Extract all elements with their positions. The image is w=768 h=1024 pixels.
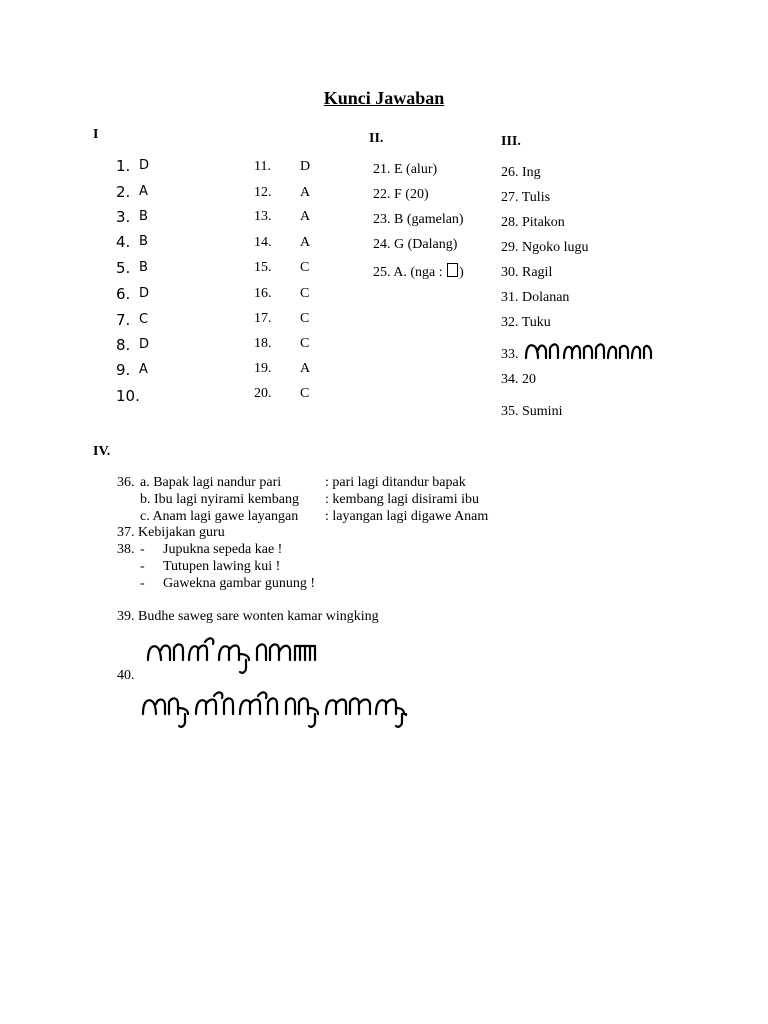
answer-number: 19. [254, 361, 272, 376]
section-3-item: 35. Sumini [501, 404, 563, 419]
answer-number: 8. [116, 336, 131, 354]
q36-row-a-left: a. Bapak lagi nandur pari [140, 475, 282, 490]
section-4-heading: IV. [93, 444, 111, 459]
answer-number: 3. [116, 208, 131, 226]
section-3-item: 27. Tulis [501, 190, 551, 205]
q39-text: 39. Budhe saweg sare wonten kamar wingking [117, 609, 379, 624]
q38-bullet: - [140, 576, 145, 591]
answer-letter: A [139, 362, 148, 377]
answer-number: 18. [254, 336, 272, 351]
answer-number: 7. [116, 311, 131, 329]
answer-number: 1. [116, 157, 131, 175]
q36-row-c-left: c. Anam lagi gawe layangan [140, 509, 299, 524]
page-title: Kunci Jawaban [323, 88, 445, 108]
answer-letter: C [300, 311, 310, 326]
q38-number: 38. [117, 542, 135, 557]
answer-number: 9. [116, 361, 131, 379]
answer-letter: C [300, 386, 310, 401]
answer-number: 17. [254, 311, 272, 326]
section-2-heading: II. [369, 131, 384, 146]
section-3-item: 31. Dolanan [501, 290, 570, 305]
answer-number: 4. [116, 233, 131, 251]
answer-number: 14. [254, 235, 272, 250]
q40-number: 40. [117, 668, 135, 683]
section-2-item: 22. F (20) [373, 187, 429, 202]
answer-letter: C [300, 286, 310, 301]
answer-letter: B [139, 209, 148, 224]
answer-letter: D [139, 337, 150, 352]
answer-letter: B [139, 234, 148, 249]
answer-number: 2. [116, 183, 131, 201]
answer-number: 10. [116, 387, 140, 405]
answer-number: 20. [254, 386, 272, 401]
answer-letter: C [300, 336, 310, 351]
missing-glyph-box [447, 263, 458, 277]
section-2-item: 24. G (Dalang) [373, 237, 458, 252]
answer-letter: A [300, 185, 311, 200]
answer-letter: B [139, 260, 148, 275]
section-3-item: 30. Ragil [501, 265, 553, 280]
section-3-item: 28. Pitakon [501, 215, 565, 230]
answer-number: 16. [254, 286, 272, 301]
q38-bullet: - [140, 542, 145, 557]
answer-letter: C [139, 312, 149, 327]
answer-letter: C [300, 260, 310, 275]
q36-number: 36. [117, 475, 135, 490]
section-3-item: 32. Tuku [501, 315, 551, 330]
answer-number: 13. [254, 209, 272, 224]
answer-letter: D [139, 286, 150, 301]
q38-bullet: - [140, 559, 145, 574]
answer-letter: A [139, 184, 148, 199]
answer-number: 11. [254, 159, 271, 174]
q36-row-b-left: b. Ibu lagi nyirami kembang [140, 492, 300, 507]
closing-paren: ) [459, 265, 464, 280]
section-2-item: 23. B (gamelan) [373, 212, 464, 227]
q37-text: 37. Kebijakan guru [117, 525, 225, 540]
section-1-heading: I [93, 127, 99, 142]
answer-letter: D [139, 158, 150, 173]
section-3-item: 34. 20 [501, 372, 536, 387]
q36-row-b-right: : kembang lagi disirami ibu [325, 492, 479, 507]
section-2-item: 21. E (alur) [373, 162, 438, 177]
q38-item-1: Jupukna sepeda kae ! [163, 542, 283, 557]
q38-item-2: Tutupen lawing kui ! [163, 559, 281, 574]
section-3-item: 29. Ngoko lugu [501, 240, 589, 255]
q36-row-a-right: : pari lagi ditandur bapak [325, 475, 466, 490]
answer-letter: A [300, 209, 311, 224]
answer-letter: A [300, 361, 311, 376]
javanese-script-33 [524, 340, 654, 364]
answer-number: 15. [254, 260, 272, 275]
answer-letter: D [300, 159, 311, 174]
section-2-item: 25. A. (nga : ) [373, 265, 464, 280]
section-3-item: 26. Ing [501, 165, 541, 180]
q36-row-c-right: : layangan lagi digawe Anam [325, 509, 489, 524]
answer-letter: A [300, 235, 311, 250]
javanese-script-39 [145, 634, 320, 676]
answer-number: 6. [116, 285, 131, 303]
javanese-script-40 [140, 690, 410, 730]
section-3-heading: III. [501, 134, 521, 149]
q38-item-3: Gawekna gambar gunung ! [163, 576, 316, 591]
answer-number: 5. [116, 259, 131, 277]
section-3-item: 33. [501, 347, 519, 362]
answer-number: 12. [254, 185, 272, 200]
